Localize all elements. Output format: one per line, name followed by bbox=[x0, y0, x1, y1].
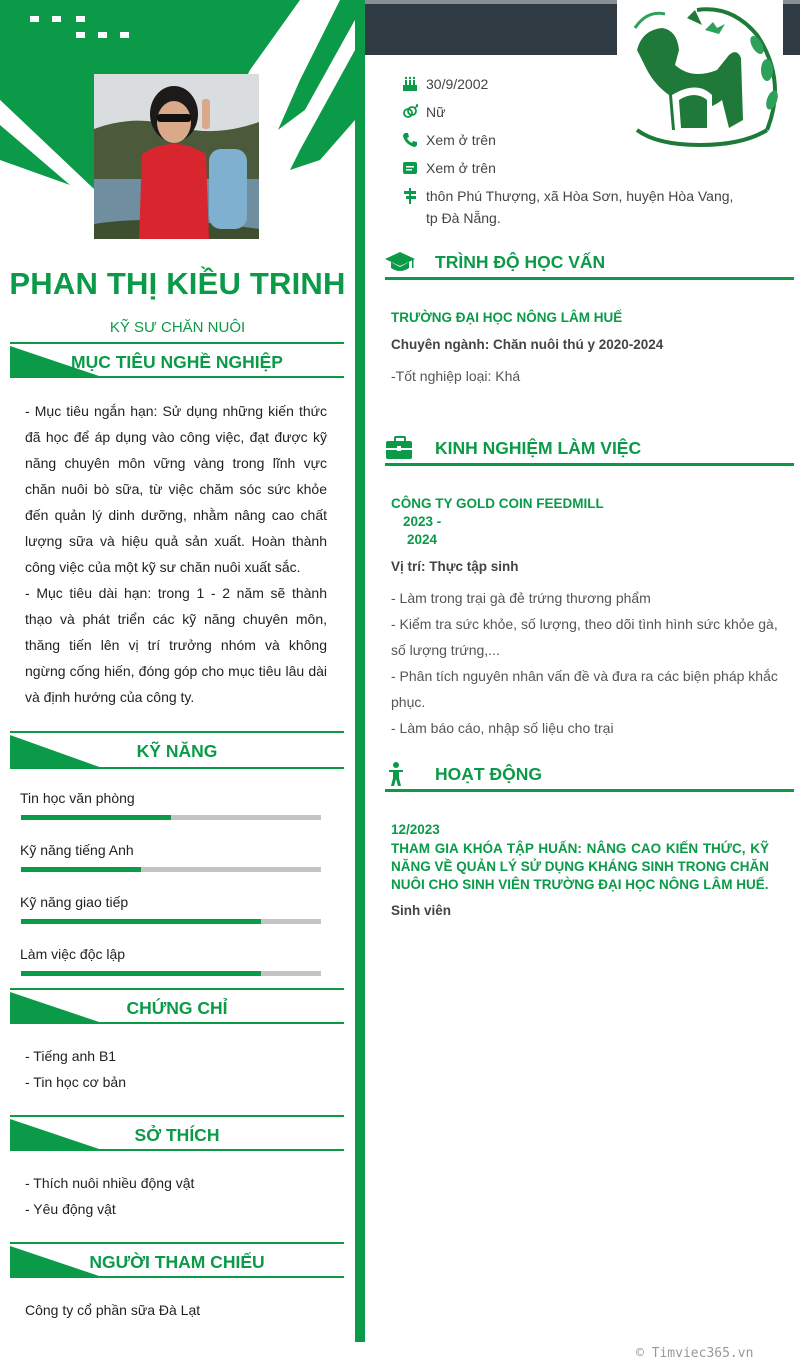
birthday-icon bbox=[402, 76, 418, 92]
education-school: TRƯỜNG ĐẠI HỌC NÔNG LÂM HUẾ bbox=[391, 310, 623, 325]
experience-period-end: 2024 bbox=[407, 532, 438, 547]
experience-position: Vị trí: Thực tập sinh bbox=[391, 559, 519, 574]
section-header-objective bbox=[10, 342, 344, 378]
email-icon bbox=[402, 160, 418, 176]
objective-long-term: - Mục tiêu dài hạn: trong 1 - 2 năm sẽ thành thạo và phát triển các kỹ năng chuyên môn, thăng tiến lên vị trí trưởng nhóm và không ngừng cống hiến, đóng góp cho mục tiêu lâu dài và định hướng của công ty. bbox=[25, 585, 327, 705]
graduation-cap-icon bbox=[385, 250, 415, 274]
objective-short-term: - Mục tiêu ngắn hạn: Sử dụng những kiến thức đã học để áp dụng vào công việc, đạt được kỹ năng chuyên môn vững vàng trong lĩnh vực chăn nuôi bò sữa, từ việc chăm sóc sức khỏe đến quản lý dinh dưỡng, nhằm nâng cao chất lượng sữa và hiệu quả sản xuất. Hoàn thành công việc của một kỹ sư chăn nuôi xuất sắc. bbox=[25, 403, 327, 575]
phone-icon bbox=[402, 132, 418, 148]
education-major: Chuyên ngành: Chăn nuôi thú y 2020-2024 bbox=[391, 337, 664, 352]
gender-icon bbox=[402, 104, 418, 120]
column-divider bbox=[355, 0, 365, 1342]
skill-label: Kỹ năng giao tiếp bbox=[20, 894, 129, 910]
activities-title: HOẠT ĐỘNG bbox=[435, 764, 542, 784]
education-title: TRÌNH ĐỘ HỌC VẤN bbox=[435, 252, 606, 272]
certificate-item: - Tin học cơ bản bbox=[25, 1074, 127, 1090]
experience-company: CÔNG TY GOLD COIN FEEDMILL bbox=[391, 496, 604, 511]
experience-title: KINH NGHIỆM LÀM VIỆC bbox=[435, 438, 642, 458]
activity-date: 12/2023 bbox=[391, 822, 440, 837]
activity-description: THAM GIA KHÓA TẬP HUẤN: NÂNG CAO KIẾN THỨC, KỸ NĂNG VỀ QUẢN LÝ SỬ DỤNG KHÁNG SINH TRONG CHĂN NUÔI CHO SINH VIÊN TRƯỜNG ĐẠI HỌC NÔNG LÂM HUẾ. bbox=[391, 841, 769, 892]
animal-logo-icon bbox=[617, 0, 783, 150]
section-header-education bbox=[385, 246, 794, 280]
activity-role: Sinh viên bbox=[391, 903, 452, 918]
section-header-certificates bbox=[10, 988, 344, 1024]
section-header-references bbox=[10, 1242, 344, 1278]
skill-bar-fill bbox=[21, 919, 261, 924]
hobby-item: - Thích nuôi nhiều động vật bbox=[25, 1175, 195, 1191]
job-title: KỸ SƯ CHĂN NUÔI bbox=[109, 319, 246, 336]
candidate-name: PHAN THỊ KIỀU TRINH bbox=[9, 266, 346, 301]
skill-bar-fill bbox=[21, 971, 261, 976]
person-icon bbox=[385, 762, 415, 786]
certificates-title: CHỨNG CHỈ bbox=[126, 998, 228, 1018]
education-note: -Tốt nghiệp loại: Khá bbox=[391, 368, 521, 384]
email-value: Xem ở trên bbox=[426, 160, 496, 176]
skill-label: Tin học văn phòng bbox=[20, 790, 135, 806]
birthday-value: 30/9/2002 bbox=[426, 76, 489, 92]
skill-bar bbox=[21, 815, 321, 820]
address-line-2: tp Đà Nẵng. bbox=[426, 210, 501, 226]
experience-duty: - Làm báo cáo, nhập số liệu cho trại bbox=[391, 720, 614, 736]
certificate-item: - Tiếng anh B1 bbox=[25, 1048, 117, 1064]
skill-bar bbox=[21, 919, 321, 924]
experience-duty: - Kiểm tra sức khỏe, số lượng, theo dõi tình hình sức khỏe gà, số lượng trứng,... bbox=[391, 616, 778, 658]
section-header-activities bbox=[385, 758, 794, 792]
footer-watermark: © Timviec365.vn bbox=[636, 1346, 754, 1361]
skill-bar bbox=[21, 971, 321, 976]
hobbies-title: SỞ THÍCH bbox=[134, 1125, 220, 1145]
experience-period-start: 2023 - bbox=[403, 514, 442, 529]
reference-item: Công ty cổ phần sữa Đà Lạt bbox=[25, 1302, 201, 1318]
skill-bar-fill bbox=[21, 815, 171, 820]
briefcase-icon bbox=[385, 436, 415, 460]
skill-bar-fill bbox=[21, 867, 141, 872]
address-icon bbox=[402, 188, 418, 204]
skill-label: Kỹ năng tiếng Anh bbox=[20, 842, 134, 858]
section-header-hobbies bbox=[10, 1115, 344, 1151]
phone-value: Xem ở trên bbox=[426, 132, 496, 148]
objective-title: MỤC TIÊU NGHỀ NGHIỆP bbox=[71, 352, 283, 372]
address-line-1: thôn Phú Thượng, xã Hòa Sơn, huyện Hòa Vang, bbox=[426, 188, 734, 204]
skills-title: KỸ NĂNG bbox=[136, 741, 218, 761]
references-title: NGƯỜI THAM CHIẾU bbox=[89, 1252, 265, 1272]
gender-value: Nữ bbox=[426, 104, 446, 120]
skill-bar bbox=[21, 867, 321, 872]
left-column bbox=[0, 0, 355, 1369]
hobby-item: - Yêu động vật bbox=[25, 1201, 116, 1217]
experience-duty: - Làm trong trại gà đẻ trứng thương phẩm bbox=[391, 590, 651, 606]
profile-photo bbox=[94, 74, 259, 239]
experience-duty: - Phân tích nguyên nhân vấn đề và đưa ra các biện pháp khắc phục. bbox=[391, 668, 778, 710]
section-header-experience bbox=[385, 432, 794, 466]
section-header-skills bbox=[10, 731, 344, 767]
skill-label: Làm việc độc lập bbox=[20, 946, 126, 962]
